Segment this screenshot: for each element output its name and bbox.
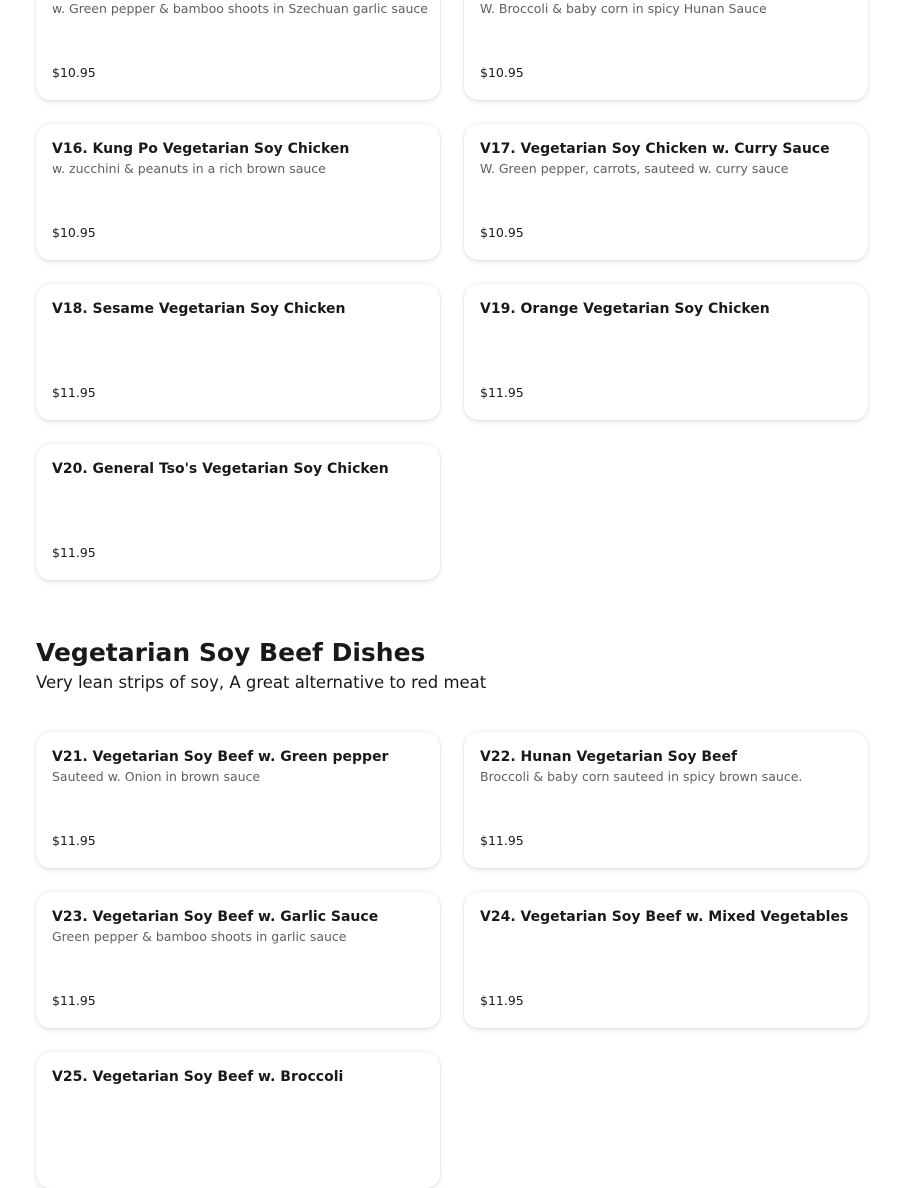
menu-item-name: V23. Vegetarian Soy Beef w. Garlic Sauce xyxy=(52,909,379,925)
menu-item-card[interactable] xyxy=(464,124,868,260)
menu-item-description: Sauteed w. Onion in brown sauce xyxy=(52,769,261,784)
menu-item-name: V22. Hunan Vegetarian Soy Beef xyxy=(480,749,738,765)
menu-item-price: $10.95 xyxy=(480,225,524,240)
menu-item-description: Green pepper & bamboo shoots in garlic sauce xyxy=(52,929,347,944)
menu-item-name: V20. General Tso's Vegetarian Soy Chicken xyxy=(52,461,389,477)
menu-item-description: W. Green pepper, carrots, sauteed w. curry sauce xyxy=(480,161,789,176)
menu-item-price: $11.95 xyxy=(52,545,96,560)
menu-item-price: $11.95 xyxy=(52,385,96,400)
menu-item-price: $11.95 xyxy=(52,833,96,848)
menu-item-card[interactable] xyxy=(36,284,440,420)
menu-item-description: W. Broccoli & baby corn in spicy Hunan Sauce xyxy=(480,1,767,16)
menu-item-price: $11.95 xyxy=(480,385,524,400)
menu-item-name: V16. Kung Po Vegetarian Soy Chicken xyxy=(52,141,350,157)
menu-item-price: $11.95 xyxy=(480,993,524,1008)
section-title: Vegetarian Soy Beef Dishes xyxy=(36,638,426,667)
menu-item-price: $11.95 xyxy=(480,833,524,848)
menu-item-card[interactable] xyxy=(464,732,868,868)
menu-item-name: V25. Vegetarian Soy Beef w. Broccoli xyxy=(52,1069,344,1085)
menu-item-card[interactable] xyxy=(36,444,440,580)
menu-item-price: $11.95 xyxy=(52,993,96,1008)
menu-item-card[interactable] xyxy=(36,732,440,868)
menu-item-price: $10.95 xyxy=(52,65,96,80)
menu-item-price: $10.95 xyxy=(52,225,96,240)
menu-item-name: V21. Vegetarian Soy Beef w. Green pepper xyxy=(52,749,389,765)
menu-item-card[interactable] xyxy=(464,284,868,420)
section-subtitle: Very lean strips of soy, A great alternative to red meat xyxy=(36,673,487,692)
menu-item-card[interactable] xyxy=(464,892,868,1028)
menu-item-name: V24. Vegetarian Soy Beef w. Mixed Vegetables xyxy=(480,909,849,925)
menu-item-card[interactable] xyxy=(36,892,440,1028)
menu-item-card[interactable] xyxy=(36,0,440,100)
menu-item-name: V17. Vegetarian Soy Chicken w. Curry Sauce xyxy=(480,141,830,157)
menu-item-description: Broccoli & baby corn sauteed in spicy brown sauce. xyxy=(480,769,803,784)
menu-item-name: V18. Sesame Vegetarian Soy Chicken xyxy=(52,301,346,317)
menu-item-card[interactable] xyxy=(36,124,440,260)
menu-item-name: V19. Orange Vegetarian Soy Chicken xyxy=(480,301,770,317)
menu-item-card[interactable] xyxy=(464,0,868,100)
menu-item-card[interactable] xyxy=(36,1052,440,1188)
menu-item-price: $10.95 xyxy=(480,65,524,80)
menu-item-description: w. Green pepper & bamboo shoots in Szechuan garlic sauce xyxy=(52,1,428,16)
menu-item-description: w. zucchini & peanuts in a rich brown sauce xyxy=(52,161,326,176)
